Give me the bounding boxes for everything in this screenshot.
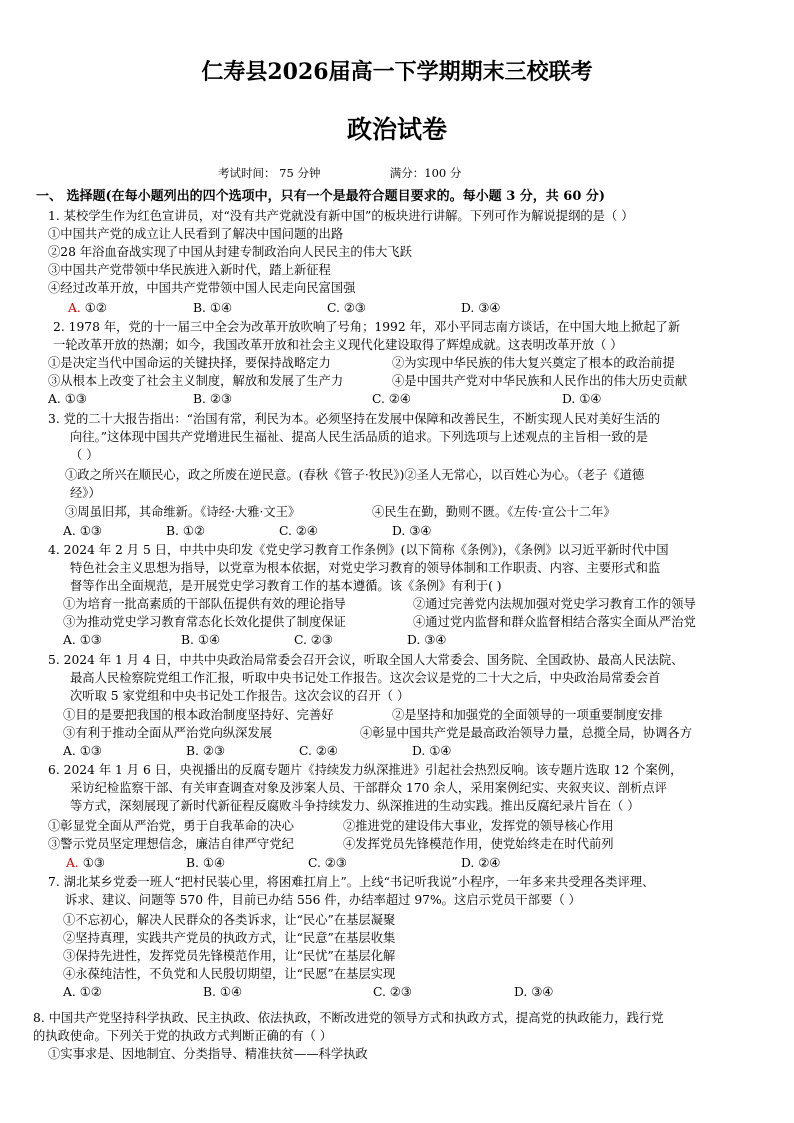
q6-item-3: ③警示党员坚定理想信念，廉洁自律严守党纪 (48, 837, 294, 851)
q3-option-b: B. ①② (166, 524, 205, 538)
q4-item-2: ②通过完善党内法规加强对党史学习教育工作的领导 (413, 597, 696, 611)
q3-stem-1: 3. 党的二十大报告指出：“治国有常，利民为本。必须坚持在发展中保障和改善民生，不断实现人民对美好生活的 (48, 412, 661, 426)
q6-item-1: ①彰显党全面从严治党，勇于自我革命的决心 (48, 819, 294, 833)
q3-stem-2: 向往。”这体现中国共产党增进民生福祉、提高人民生活品质的追求。下列选项与上述观点的主旨相一致的是 (70, 430, 649, 444)
q2-option-c: C. ②④ (372, 392, 411, 406)
q6-option-d: D. ②④ (461, 856, 501, 870)
q5-option-b: B. ②③ (186, 744, 225, 758)
section-heading: 一、 选择题(在每小题列出的四个选项中，只有一个是最符合题目要求的。每小题 3 分，共 60 分) (36, 189, 606, 204)
q3-option-c: C. ②④ (279, 524, 318, 538)
q1-option-d: D. ③④ (461, 301, 501, 315)
q6-stem-2: 采访纪检监察干部、有关审查调查对象及涉案人员、干部群众 170 余人，采用案例纪实、夹叙夹议、剖析点评 (70, 781, 667, 795)
exam-title: 仁寿县2026届高一下学期期末三校联考 (201, 59, 593, 85)
q8-item-1: ①实事求是、因地制宜、分类指导、精准扶贫——科学执政 (48, 1047, 368, 1061)
q8-stem-1: 8. 中国共产党坚持科学执政、民主执政、依法执政，不断改进党的领导方式和执政方式，提高党的执政能力，践行党 (33, 1011, 664, 1025)
q6-stem-3: 等方式，深刻展现了新时代新征程反腐败斗争持续发力、纵深推进的生动实践。推出反腐纪录片旨在（ ） (70, 799, 640, 813)
q7-option-a: A. ①② (63, 985, 102, 999)
q5-item-3: ③有利于推动全面从严治党向纵深发展 (63, 726, 273, 740)
q6-stem-1: 6. 2024 年 1 月 6 日，央视播出的反腐专题片《持续发力纵深推进》引起社会热烈反响。该专题片选取 12 个案例， (48, 763, 683, 777)
q4-stem-1: 4. 2024 年 2 月 5 日，中共中央印发《党史学习教育工作条例》(以下简称《条例》)，《条例》以习近平新时代中国 (48, 543, 669, 557)
q5-stem-2: 最高人民检察院党组工作汇报，听取中央书记处工作报告。这次会议是党的二十大之后，中央政治局常委会首 (70, 671, 661, 685)
q6-option-b: B. ①④ (186, 856, 225, 870)
q2-item-1: ①是决定当代中国命运的关键抉择，要保持战略定力 (48, 356, 331, 370)
q2-item-3: ③从根本上改变了社会主义制度，解放和发展了生产力 (48, 374, 344, 388)
q7-item-3: ③保持先进性，发挥党员先锋模范作用，让“民忧”在基层化解 (63, 949, 396, 963)
q4-option-b: B. ①④ (181, 633, 220, 647)
q3-option-d: D. ③④ (392, 524, 432, 538)
q5-option-a: A. ①③ (63, 744, 102, 758)
q7-option-c: C. ②③ (373, 985, 412, 999)
q7-item-4: ④永葆纯洁性，不负党和人民殷切期望，让“民愿”在基层实现 (63, 967, 396, 981)
q2-stem-2: 一轮改革开放的热潮；如今，我国改革开放和社会主义现代化建设取得了辉煌成就。这表明改革开放（ ） (53, 338, 623, 352)
q5-stem-3: 次听取 5 家党组和中央书记处工作报告。这次会议的召开（ ） (70, 689, 410, 703)
q5-stem-1: 5. 2024 年 1 月 4 日，中共中央政治局常委会召开会议，听取全国人大常委会、国务院、全国政协、最高人民法院、 (48, 653, 684, 667)
q1-item-3: ③中国共产党带领中华民族进入新时代，踏上新征程 (48, 263, 331, 277)
q7-item-2: ②坚持真理，实践共产党员的执政方式，让“民意”在基层收集 (63, 931, 396, 945)
q3-option-a: A. ①③ (63, 524, 102, 538)
q7-option-d: D. ③④ (514, 985, 554, 999)
q3-item-3: ③周虽旧邦，其命维新。《诗经·大雅·文王》 (65, 505, 301, 519)
q3-item-1: ①政之所兴在顺民心，政之所废在逆民意。(春秋《管子·牧民》)②圣人无常心，以百姓心为心。（老子《道德 (65, 468, 645, 482)
exam-score: 满分：100 分 (389, 166, 462, 180)
q6-option-a: A. ①③ (66, 856, 105, 870)
q3-stem-3: （ ） (70, 448, 99, 462)
q7-stem-1: 7. 湖北某乡党委一班人“把村民装心里，将困难扛肩上”。上线“书记听我说”小程序，一年多来共受理各类评理、 (48, 875, 655, 889)
q7-stem-2: 诉求、建议、问题等 570 件，目前已办结 556 件，办结率超过 97%。这启示党员干部要（ ） (65, 893, 581, 907)
q7-item-1: ①不忘初心，解决人民群众的各类诉求，让“民心”在基层凝聚 (63, 913, 396, 927)
q4-item-4: ④通过党内监督和群众监督相结合落实全面从严治党 (413, 615, 696, 629)
q2-stem-1: 2. 1978 年，党的十一届三中全会为改革开放吹响了号角；1992 年，邓小平同志南方谈话，在中国大地上掀起了新 (53, 320, 681, 334)
q2-option-d: D. ①④ (562, 392, 602, 406)
answer-mark: A. (66, 856, 79, 870)
q2-item-4: ④是中国共产党对中华民族和人民作出的伟大历史贡献 (392, 374, 688, 388)
q2-option-a: A. ①③ (48, 392, 87, 406)
q2-item-2: ②为实现中华民族的伟大复兴奠定了根本的政治前提 (392, 356, 675, 370)
q6-option-c: C. ②③ (308, 856, 347, 870)
exam-subtitle: 政治试卷 (346, 115, 447, 144)
q4-item-1: ①为培育一批高素质的干部队伍提供有效的理论指导 (63, 597, 346, 611)
q5-option-d: D. ①④ (412, 744, 452, 758)
q4-stem-2: 特色社会主义思想为指导，以党章为根本依据，对党史学习教育的领导体制和工作职责、内容、主要形式和监 (70, 561, 661, 575)
q6-item-2: ②推进党的建设伟大事业，发挥党的领导核心作用 (343, 819, 614, 833)
q1-stem: 1. 某校学生作为红色宣讲员，对“没有共产党就没有新中国”的板块进行讲解。下列可作为解说提纲的是（ ） (48, 209, 634, 223)
q5-item-4: ④彰显中国共产党是最高政治领导力量，总揽全局，协调各方 (360, 726, 693, 740)
q1-item-4: ④经过改革开放，中国共产党带领中国人民走向民富国强 (48, 281, 356, 295)
q3-item-1-cont: 经》） (70, 486, 101, 500)
q8-stem-2: 的执政使命。下列关于党的执政方式判断正确的有（ ） (33, 1029, 333, 1043)
q2-option-b: B. ②③ (193, 392, 232, 406)
q1-item-2: ②28 年浴血奋战实现了中国从封建专制政治向人民民主的伟大飞跃 (48, 245, 412, 259)
exam-info (218, 165, 461, 181)
q3-item-4: ④民生在勤，勤则不匮。《左传·宣公十二年》 (372, 505, 616, 519)
q1-item-1: ①中国共产党的成立让人民看到了解决中国问题的出路 (48, 227, 344, 241)
q6-item-4: ④发挥党员先锋模范作用，使党始终走在时代前列 (343, 837, 614, 851)
q4-stem-3: 督等作出全面规范，是开展党史学习教育工作的基本遵循。该《条例》有利于( ) (70, 579, 502, 593)
q1-option-a: A. ①② (68, 301, 107, 315)
q1-option-c: C. ②③ (327, 301, 366, 315)
q5-option-c: C. ②④ (299, 744, 338, 758)
q4-option-a: A. ①③ (63, 633, 102, 647)
q1-option-b: B. ①④ (193, 301, 232, 315)
q5-item-1: ①目的是要把我国的根本政治制度坚持好、完善好 (63, 708, 334, 722)
exam-time: 考试时间： 75 分钟 (218, 166, 321, 180)
q7-option-b: B. ①④ (203, 985, 242, 999)
q4-item-3: ③为推动党史学习教育常态化长效化提供了制度保证 (63, 615, 346, 629)
q4-option-c: C. ②③ (294, 633, 333, 647)
answer-mark: A. (68, 301, 81, 315)
q5-item-2: ②是坚持和加强党的全面领导的一项重要制度安排 (392, 708, 663, 722)
q4-option-d: D. ③④ (407, 633, 447, 647)
